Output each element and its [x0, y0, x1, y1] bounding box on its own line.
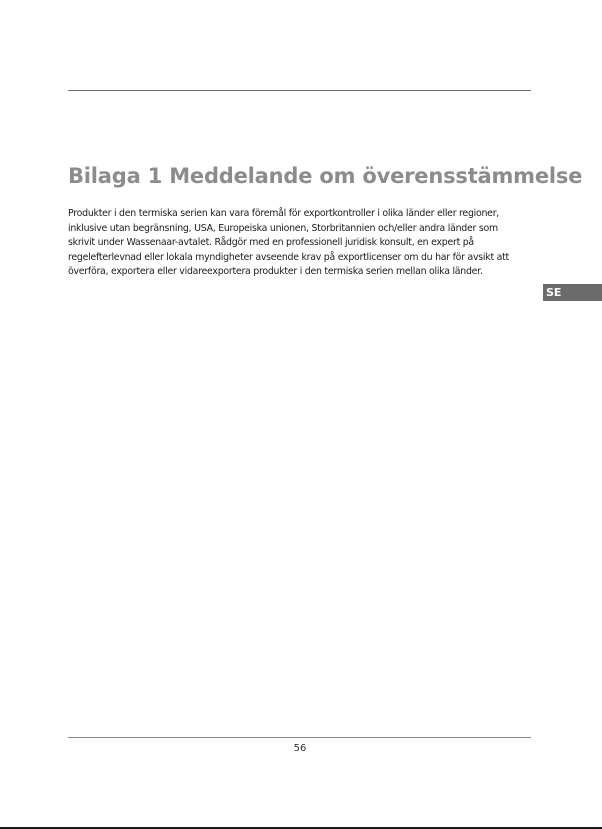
footer-divider [68, 737, 531, 738]
paragraph-line: inklusive utan begränsning, USA, Europeiska unionen, Storbritannien och/eller andra länder som [68, 222, 498, 234]
page-number: 56 [293, 743, 307, 754]
paragraph-line: regelefterlevnad eller lokala myndigheter avseende krav på exportlicenser om du har för avsikt att [68, 251, 509, 263]
language-tab-label: SE [546, 286, 562, 299]
language-tab [543, 284, 602, 301]
paragraph-line: Produkter i den termiska serien kan vara föremål för exportkontroller i olika länder eller regioner, [68, 208, 500, 219]
header-divider [68, 90, 531, 91]
paragraph-line: skrivit under Wassenaar-avtalet. Rådgör med en professionell juridisk konsult, en expert på [68, 237, 474, 249]
paragraph-line: överföra, exportera eller vidareexportera produkter i den termiska serien mellan olika länder. [68, 266, 483, 278]
section-title: Bilaga 1 Meddelande om överensstämmelse [68, 164, 583, 188]
body-paragraph [68, 207, 531, 280]
